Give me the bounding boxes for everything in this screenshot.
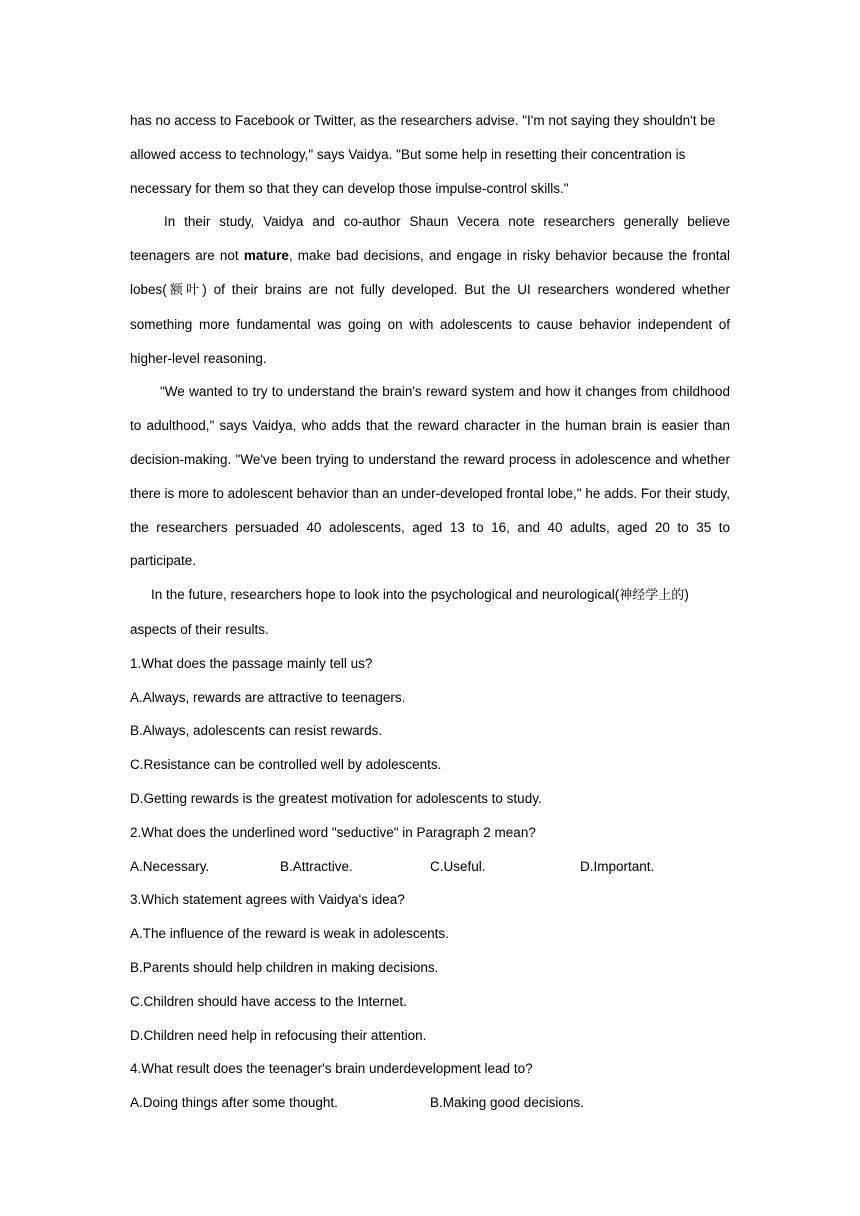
question-3-option-d: D.Children need help in refocusing their attention. [130,1027,427,1043]
question-3-option-a: A.The influence of the reward is weak in adolescents. [130,926,449,942]
question-1-option-d: D.Getting rewards is the greatest motivation for adolescents to study. [130,790,542,806]
question-3-stem: 3.Which statement agrees with Vaidya's idea? [130,892,405,908]
question-1-option-a: A.Always, rewards are attractive to teenagers. [130,689,406,705]
paragraph-1 [130,104,730,205]
question-1 [130,647,730,816]
paragraph-4 [130,578,730,647]
question-1-option-b: B.Always, adolescents can resist rewards. [130,723,383,739]
question-2-option-d: D.Important. [580,858,655,874]
question-3 [130,883,730,1052]
paragraph-2 [130,205,730,375]
paragraph-2-text-b: , make bad decisions, and engage in risky behavior because the frontal lobes( [130,248,731,297]
paragraph-4-line-1 [130,578,730,613]
question-2-option-b: B.Attractive. [280,858,353,874]
question-4-stem: 4.What result does the teenager's brain underdevelopment lead to? [130,1061,533,1077]
question-2 [130,816,730,884]
question-2-option-a: A.Necessary. [130,858,210,874]
paragraph-3: "We wanted to try to understand the brain's reward system and how it changes from childhood to adulthood," says Vaidya, who adds that the reward character in the human brain is easier than decision-making. "We've been trying to understand the reward process in adolescence and whether there is more to adolescent behavior than an under-developed frontal lobe," he adds. For their study, the researchers persuaded 40 adolescents, aged 13 to 16, and 40 adults, aged 20 to 35 to participate. [130,384,730,569]
gloss-neurological: 神经学上的 [619,588,685,604]
question-4-option-b: B.Making good decisions. [430,1095,584,1111]
question-1-stem: 1.What does the passage mainly tell us? [130,655,373,671]
question-4 [130,1052,730,1120]
keyword-mature: mature [243,248,289,264]
document-body [130,104,730,1120]
paragraph-4-text-a: In the future, researchers hope to look into the psychological and neurological( [151,587,620,603]
question-3-option-c: C.Children should have access to the Internet. [130,993,407,1009]
question-4-option-a: A.Doing things after some thought. [130,1095,338,1111]
question-2-option-c: C.Useful. [430,858,486,874]
paragraph-4-line-2: aspects of their results. [130,621,269,637]
paragraph-1-line-3: necessary for them so that they can develop those impulse-control skills." [130,180,569,196]
paragraph-2-text-a: In their study, Vaidya and co-author Shaun Vecera note researchers generally believe teenagers are not [130,214,730,264]
paragraph-1-line-2: allowed access to technology," says Vaidya. "But some help in resetting their concentration is [130,146,686,162]
gloss-frontal-lobes: 额叶 [166,282,203,298]
question-4-options [130,1086,730,1120]
paragraph-4-text-b: ) [684,587,689,603]
question-2-stem: 2.What does the underlined word "seductive" in Paragraph 2 mean? [130,824,536,840]
question-1-option-c: C.Resistance can be controlled well by adolescents. [130,757,442,773]
paragraph-1-line-1: has no access to Facebook or Twitter, as the researchers advise. "I'm not saying they shouldn't be [130,113,716,128]
question-3-option-b: B.Parents should help children in making decisions. [130,959,439,975]
paragraph-2-text-c: ) of their brains are not fully developed. But the UI researchers wondered whether something more fundamental was going on with adolescents to cause behavior independent of higher-level reasoning. [130,281,730,366]
question-2-options [130,850,730,884]
